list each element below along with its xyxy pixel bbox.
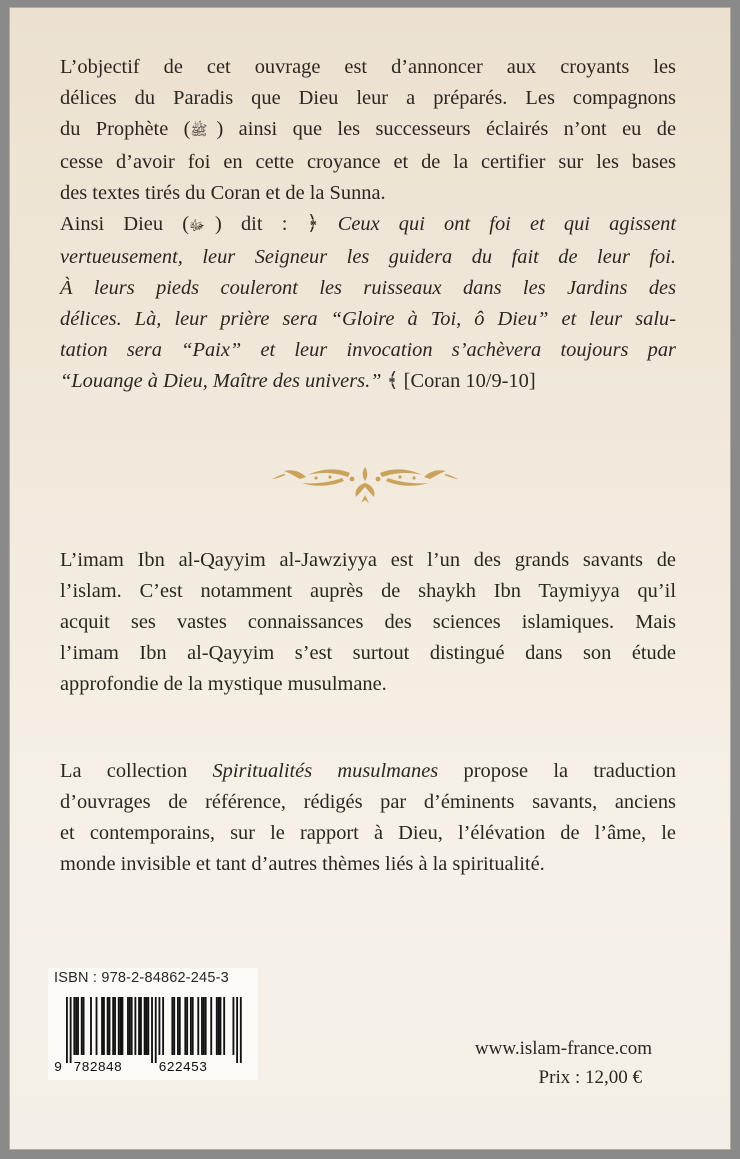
barcode-bar (131, 997, 133, 1055)
intro-line: cesse d’avoir foi en cette croyance et de la certifier sur les bases (60, 151, 676, 173)
barcode-bar (118, 997, 120, 1055)
barcode-bar (114, 997, 116, 1055)
ornament-divider (270, 457, 460, 509)
quote-line: tation sera “Paix” et leur invocation s’achèvera toujours par (60, 339, 676, 361)
author-paragraph (60, 545, 676, 700)
barcode-bar (144, 997, 146, 1055)
barcode-bar (147, 997, 149, 1055)
barcode-bar (218, 997, 220, 1055)
barcode-bar (83, 997, 85, 1055)
quote-line: À leurs pieds couleront les ruisseaux dans les Jardins des (60, 277, 676, 299)
barcode-bar (203, 997, 205, 1055)
quote-close-glyph: ﴾ (386, 370, 399, 392)
barcode-bar (190, 997, 192, 1055)
barcode-digits: 9 (54, 1061, 63, 1076)
barcode-bar (81, 997, 83, 1055)
barcode-bar (171, 997, 173, 1055)
collection-line: monde invisible et tant d’autres thèmes liés à la spiritualité. (60, 853, 545, 875)
barcode-bar (122, 997, 124, 1055)
barcode-bar (205, 997, 207, 1055)
barcode-bar (151, 997, 153, 1063)
barcode-bar (70, 997, 72, 1063)
quote-line: vertueusement, leur Seigneur les guidera du fait de leur foi. (60, 246, 676, 268)
barcode-bar (134, 997, 136, 1055)
quote-open-glyph: ﴿ (306, 213, 319, 235)
barcode-bar (173, 997, 175, 1055)
intro-line: du Prophète (ﷺ ) ainsi que les successeurs éclairés n’ont eu de (60, 114, 676, 147)
barcode-bar (155, 997, 157, 1063)
back-cover (10, 8, 730, 1149)
quote-line: délices. Là, leur prière sera “Gloire à Toi, ô Dieu” et leur salu- (60, 308, 676, 330)
barcode-bar (138, 997, 140, 1055)
barcode-bar (75, 997, 77, 1055)
barcode-bar (109, 997, 111, 1055)
barcode-bar (127, 997, 129, 1055)
barcode-bar (129, 997, 131, 1055)
isbn-barcode-box (48, 968, 258, 1080)
barcode-bar (240, 997, 242, 1063)
quote-line: “Louange à Dieu, Maître des univers.” ﴾ [Coran 10/9-10] (60, 370, 536, 392)
intro-line: Ainsi Dieu (ﷻ ) dit : ﴿ Ceux qui ont foi et qui agissent (60, 209, 676, 242)
barcode-bar (107, 997, 109, 1055)
price-label: Prix : 12,00 € (538, 1067, 642, 1088)
barcode-digits: 622453 (158, 1061, 208, 1076)
barcode-digits: 782848 (73, 1061, 123, 1076)
barcode-bar (146, 997, 148, 1055)
collection-line: et contemporains, sur le rapport à Dieu, l’élévation de l’âme, le (60, 822, 676, 844)
barcode-bar (177, 997, 179, 1055)
barcode-bar (140, 997, 142, 1055)
god-honorific-glyph: ﷻ (189, 219, 205, 234)
intro-line: L’objectif de cet ouvrage est d’annoncer aux croyants les (60, 56, 676, 78)
barcode-bar (162, 997, 164, 1055)
barcode-bar (201, 997, 203, 1055)
barcode-bar (73, 997, 75, 1055)
collection-paragraph (60, 756, 676, 880)
barcode-bar (216, 997, 218, 1055)
barcode-bar (210, 997, 212, 1055)
intro-line: délices du Paradis que Dieu leur a préparés. Les compagnons (60, 87, 676, 109)
barcode-bar (223, 997, 225, 1055)
author-line: acquit ses vastes connaissances des sciences islamiques. Mais (60, 611, 676, 633)
barcode-bar (112, 997, 114, 1055)
isbn-label: ISBN : 978-2-84862-245-3 (54, 970, 229, 986)
barcode-bar (220, 997, 222, 1055)
barcode-bar (197, 997, 199, 1055)
barcode (52, 995, 252, 1077)
prophet-honorific-glyph: ﷺ (190, 124, 208, 139)
website-url[interactable]: www.islam-france.com (474, 1038, 652, 1059)
barcode-bar (233, 997, 235, 1055)
author-line: l’islam. C’est notamment auprès de shaykh Ibn Taymiyya qu’il (60, 580, 676, 602)
barcode-bar (186, 997, 188, 1055)
barcode-bar (179, 997, 181, 1055)
author-line: approfondie de la mystique musulmane. (60, 673, 387, 695)
intro-line: des textes tirés du Coran et de la Sunna. (60, 182, 386, 204)
barcode-bar (96, 997, 98, 1055)
collection-line: d’ouvrages de référence, rédigés par d’éminents savants, anciens (60, 791, 676, 813)
barcode-bar (66, 997, 68, 1063)
barcode-bar (192, 997, 194, 1055)
barcode-bar (236, 997, 238, 1063)
barcode-bar (103, 997, 105, 1055)
barcode-bar (120, 997, 122, 1055)
author-line: l’imam Ibn al-Qayyim s’est surtout distingué dans son étude (60, 642, 676, 664)
barcode-bar (184, 997, 186, 1055)
collection-line: La collection Spiritualités musulmanes propose la traduction (60, 760, 677, 782)
barcode-bar (77, 997, 79, 1055)
barcode-bar (101, 997, 103, 1055)
author-line: L’imam Ibn al-Qayyim al-Jawziyya est l’un des grands savants de (60, 549, 676, 571)
intro-paragraph (60, 52, 676, 397)
barcode-bar (90, 997, 92, 1055)
barcode-bar (159, 997, 161, 1055)
